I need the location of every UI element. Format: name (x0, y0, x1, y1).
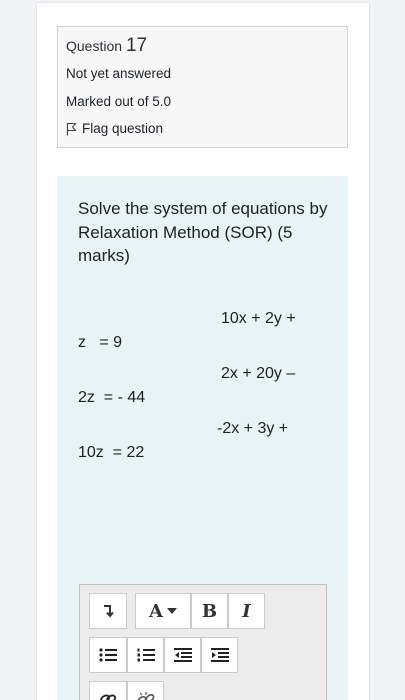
equation-3-line-1: -2x + 3y + (217, 420, 289, 437)
equation-2-line-1: 2x + 20y – (221, 365, 296, 382)
equation-1-line-1: 10x + 2y + (221, 310, 296, 327)
ordered-list-icon (137, 647, 155, 663)
indent-button[interactable] (201, 637, 238, 673)
link-icon (99, 691, 117, 700)
question-text: Solve the system of equations by Relaxation Method (SOR) (5 marks) (78, 199, 328, 265)
unordered-list-icon (99, 647, 117, 663)
question-content (57, 176, 348, 700)
flag-icon (66, 122, 77, 136)
link-button[interactable] (89, 681, 127, 700)
font-style-label: A (149, 600, 163, 622)
flag-question-label: Flag question (82, 121, 164, 136)
collapse-arrow-icon (102, 604, 114, 618)
equation-2-line-2: 2z = - 44 (78, 389, 146, 406)
question-info-box (57, 26, 348, 148)
question-label: Question (66, 38, 123, 54)
equation-1-line-2: z = 9 (78, 334, 123, 351)
unlink-icon (137, 691, 155, 700)
caret-down-icon (167, 608, 177, 614)
indent-icon (211, 647, 229, 663)
bold-label: B (201, 600, 218, 622)
unordered-list-button[interactable] (89, 637, 127, 673)
outdent-button[interactable] (164, 637, 201, 673)
collapse-toolbar-button[interactable] (89, 593, 127, 629)
unlink-button[interactable] (127, 681, 164, 700)
italic-button[interactable] (228, 593, 265, 629)
italic-label: I (242, 600, 251, 622)
font-style-button[interactable] (135, 593, 191, 629)
question-marks: Marked out of 5.0 (66, 94, 172, 109)
question-title (66, 35, 147, 57)
equation-3-line-2: 10z = 22 (78, 444, 145, 461)
question-status: Not yet answered (66, 66, 172, 81)
flag-question-link[interactable] (66, 121, 163, 136)
ordered-list-button[interactable] (127, 637, 164, 673)
outdent-icon (174, 647, 192, 663)
bold-button[interactable] (191, 593, 228, 629)
answer-editor (79, 584, 327, 700)
question-number: 17 (125, 35, 148, 56)
